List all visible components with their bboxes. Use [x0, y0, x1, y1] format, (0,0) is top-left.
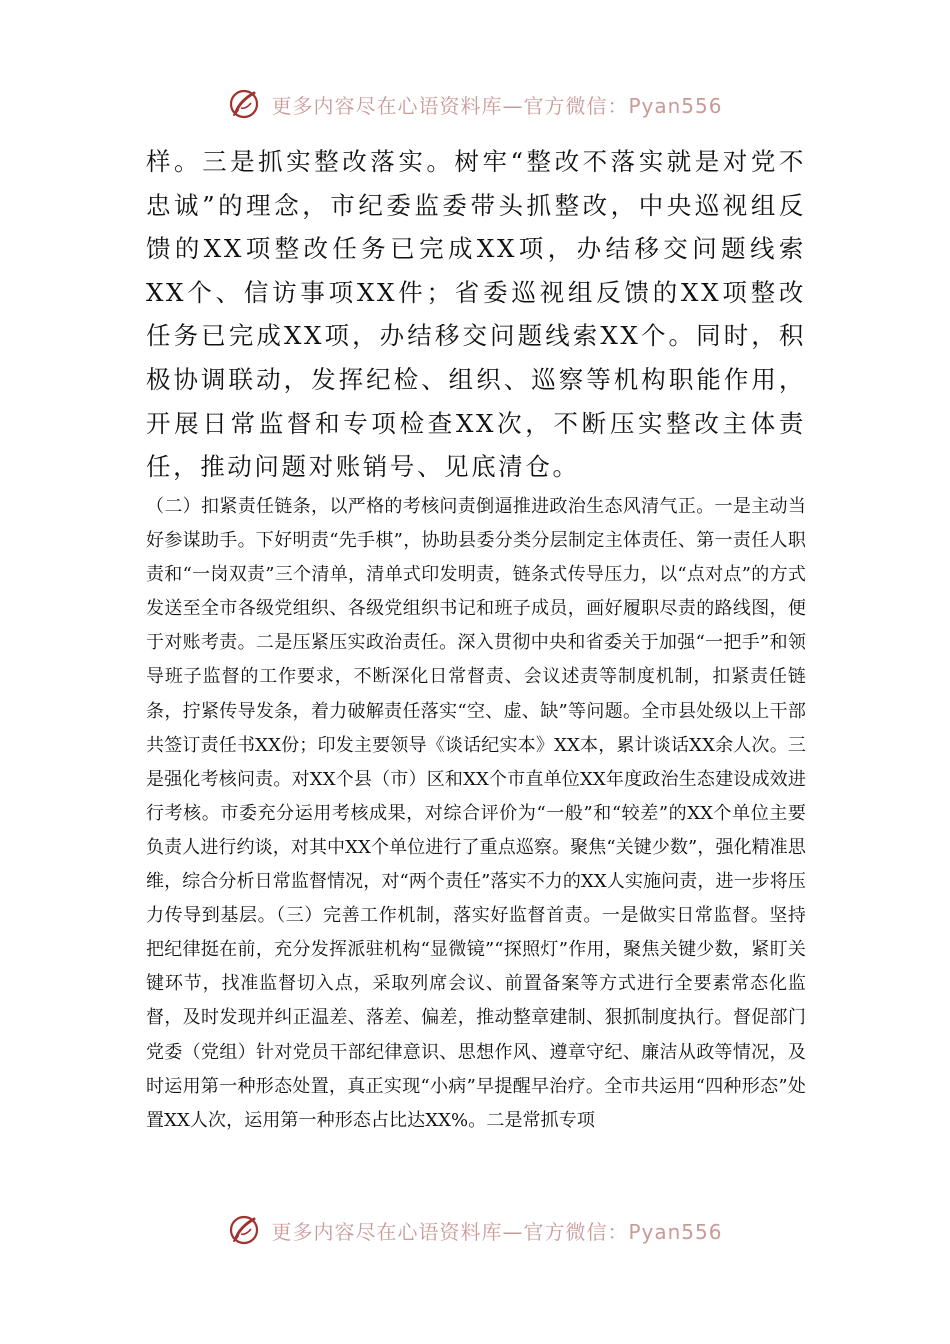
pen-swirl-logo-icon: [227, 86, 263, 122]
footer-banner-text: 更多内容尽在心语资料库—官方微信：Pyan556: [271, 1219, 723, 1244]
body-paragraph-small: （二）扣紧责任链条，以严格的考核问责倒逼推进政治生态风清气正。一是主动当好参谋助手。下好明责“先手棋”，协助县委分类分层制定主体责任、第一责任人职责和“一岗双责”三个清单，清单式印发明责，链条式传导压力，以“点对点”的方式发送至全市各级党组织、各级党组织书记和班子成员，画好履职尽责的路线图，便于对账考责。二是压紧压实政治责任。深入贯彻中央和省委关于加强“一把手”和领导班子监督的工作要求，不断深化日常督责、会议述责等制度机制，扣紧责任链条，拧紧传导发条，着力破解责任落实“空、虚、缺”等问题。全市县处级以上干部共签订责任书XX份；印发主要领导《谈话纪实本》XX本，累计谈话XX余人次。三是强化考核问责。对XX个县（市）区和XX个市直单位XX年度政治生态建设成效进行考核。市委充分运用考核成果，对综合评价为“一般”和“较差”的XX个单位主要负责人进行约谈，对其中XX个单位进行了重点巡察。聚焦“关键少数”，强化精准思维，综合分析日常监督情况，对“两个责任”落实不力的XX人实施问责，进一步将压力传导到基层。（三）完善工作机制，落实好监督首责。一是做实日常监督。坚持把纪律挺在前，充分发挥派驻机构“显微镜”“探照灯”作用，聚焦关键少数，紧盯关键环节，找准监督切入点，采取列席会议、前置备案等方式进行全要素常态化监督，及时发现并纠正温差、落差、偏差，推动整章建制、狠抓制度执行。督促部门党委（党组）针对党员干部纪律意识、思想作风、遵章守纪、廉洁从政等情况，及时运用第一种形态处置，真正实现“小病”早提醒早治疗。全市共运用“四种形态”处置XX人次，运用第一种形态占比达XX%。二是常抓专项: [146, 496, 806, 1131]
footer-banner: [0, 1208, 950, 1252]
header-banner-text: 更多内容尽在心语资料库—官方微信：Pyan556: [271, 93, 723, 118]
body-paragraph-large: 样。三是抓实整改落实。树牢“整改不落实就是对党不忠诚”的理念，市纪委监委带头抓整改，中央巡视组反馈的XX项整改任务已完成XX项，办结移交问题线索XX个、信访事项XX件；省委巡视组反馈的XX项整改任务已完成XX项，办结移交问题线索XX个。同时，积极协调联动，发挥纪检、组织、巡察等机构职能作用，开展日常监督和专项检查XX次，不断压实整改主体责任，推动问题对账销号、见底清仓。: [146, 147, 806, 482]
header-banner: [0, 82, 950, 126]
pen-swirl-logo-icon: [227, 1212, 263, 1248]
